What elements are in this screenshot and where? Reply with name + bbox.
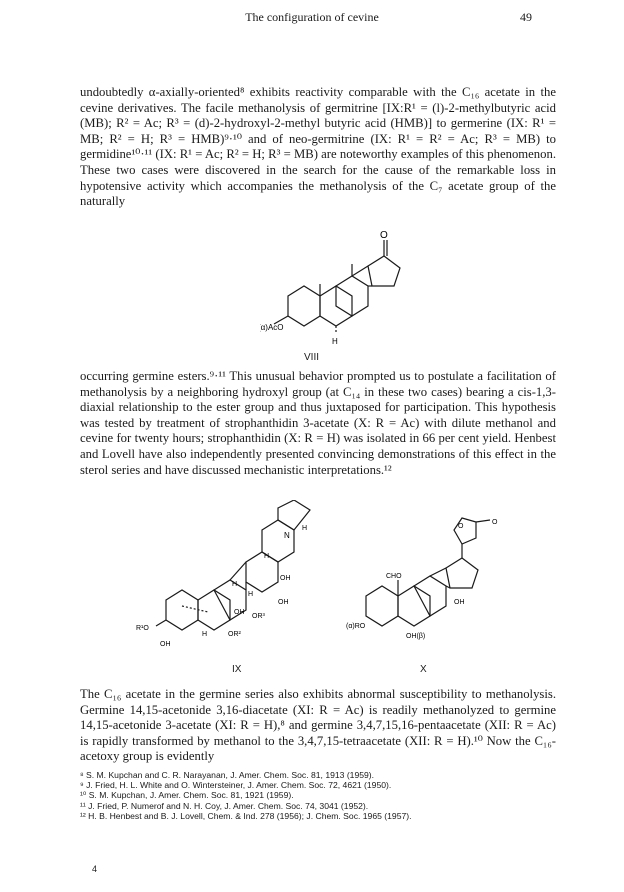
structure-x-drawing bbox=[346, 516, 526, 646]
atom-o1: O bbox=[458, 523, 464, 530]
page-footer: 4 bbox=[92, 864, 98, 874]
atom-h: H bbox=[332, 337, 338, 346]
label-viii: VIII bbox=[304, 352, 320, 363]
footnote-11: ¹¹ J. Fried, P. Numerof and N. H. Coy, J. Amer. Chem. Soc. 74, 3041 (1952). bbox=[80, 800, 369, 811]
atom-h2: H bbox=[264, 553, 270, 560]
structure-ix-drawing bbox=[136, 500, 346, 650]
atom-or3: OR³ bbox=[252, 613, 265, 620]
atom-ohb: OH(β) bbox=[406, 633, 426, 640]
paragraph-3 bbox=[80, 687, 556, 765]
atom-or2: OR² bbox=[228, 631, 241, 638]
structure-x bbox=[346, 516, 526, 646]
atom-h4: H bbox=[248, 591, 254, 598]
atom-oh2: OH bbox=[278, 599, 289, 606]
footnote-12: ¹² H. B. Henbest and B. J. Lovell, Chem. & Ind. 278 (1956); J. Chem. Soc. 1965 (1957). bbox=[80, 810, 412, 821]
paragraph-2-text: occurring germine esters.⁹·¹¹ This unusual behavior prompted us to postulate a facilitation of methanolysis by a neighboring hydroxyl group (at C₁₄ in these two cases) bearing a cis-1,3-diaxial relationship to the ester group and thus juxtaposed for participation. This hypothesis was tested by treatment of strophanthidin 3-acetate (X: R = Ac) with dilute methanol and cevine for twenty hours; strophanthidin (X: R = H) was isolated in 66 per cent yield. Henbest and Lovell have also independently presented convincing demonstrations of this effect in the sterol series and have discussed mechanistic interpretations.¹² bbox=[80, 369, 556, 477]
label-ix: IX bbox=[232, 664, 242, 675]
atom-r1o: R¹O bbox=[136, 625, 149, 632]
footnote-10: ¹⁰ S. M. Kupchan, J. Amer. Chem. Soc. 81, 1921 (1959). bbox=[80, 790, 294, 801]
atom-acetoxy: (α)AcO bbox=[260, 323, 284, 332]
running-title: The configuration of cevine bbox=[245, 10, 379, 24]
atom-oh3: OH bbox=[234, 609, 245, 616]
atom-h1: H bbox=[302, 525, 308, 532]
structure-ix bbox=[136, 500, 346, 650]
atom-oh1: OH bbox=[280, 575, 291, 582]
atom-oh: OH bbox=[454, 599, 465, 606]
atom-cho: CHO bbox=[386, 573, 402, 580]
atom-o2: O bbox=[492, 519, 498, 526]
running-header bbox=[0, 10, 624, 30]
page-number: 49 bbox=[520, 10, 532, 24]
structure-viii bbox=[260, 226, 480, 346]
atom-oh4: OH bbox=[160, 641, 171, 648]
footnote-8: ⁸ S. M. Kupchan and C. R. Narayanan, J. Amer. Chem. Soc. 81, 1913 (1959). bbox=[80, 770, 375, 780]
paragraph-1-text: undoubtedly α-axially-oriented⁸ exhibits reactivity comparable with the C₁₆ acetate in the cevine derivatives. The facile methanolysis of germitrine [IX:R¹ = (l)-2-methylbutyric acid (MB); R² = Ac; R³ = (d)-2-hydroxyl-2-methyl butyric acid (HMB)] to germerine (IX: R¹ = MB; R² = H; R³ = HMB)⁹·¹⁰ and of neo-germitrine (IX: R¹ = R² = Ac; R³ = MB) to germidine¹⁰·¹¹ (IX: R¹ = Ac; R² = H; R³ = MB) are noteworthy examples of this phenomenon. These two cases were discovered in the search for the cause of the remarkable loss in hypotensive activity which accompanies the methanolysis of the C₇ acetate group of the naturally bbox=[80, 85, 556, 209]
footnotes bbox=[80, 770, 556, 821]
atom-o: O bbox=[380, 230, 388, 241]
footnote-9: ⁹ J. Fried, H. L. White and O. Wintersteiner, J. Amer. Chem. Soc. 72, 4621 (1950). bbox=[80, 780, 392, 791]
label-x: X bbox=[420, 664, 427, 675]
paragraph-2 bbox=[80, 369, 556, 478]
paragraph-1 bbox=[80, 85, 556, 210]
structure-viii-drawing bbox=[260, 226, 480, 346]
atom-n: N bbox=[284, 531, 290, 540]
paragraph-3-text: The C₁₆ acetate in the germine series also exhibits abnormal susceptibility to methanolysis. Germine 14,15-acetonide 3,16-diacetate (XI: R = Ac) is readily methanolyzed to germine 14,15-acetonide 3-acetate (XI: R = H),⁸ and germine 3,4,7,15,16-pentaacetate (XII: R = Ac) is rapidly transformed by methanol to the 3,4,7,15-tetraacetate (XII: R = H).¹⁰ Now the C₁₆-acetoxy group is evidently bbox=[80, 687, 556, 764]
atom-ro: (α)RO bbox=[346, 623, 366, 630]
atom-h3: H bbox=[232, 581, 238, 588]
atom-h5: H bbox=[202, 631, 208, 638]
